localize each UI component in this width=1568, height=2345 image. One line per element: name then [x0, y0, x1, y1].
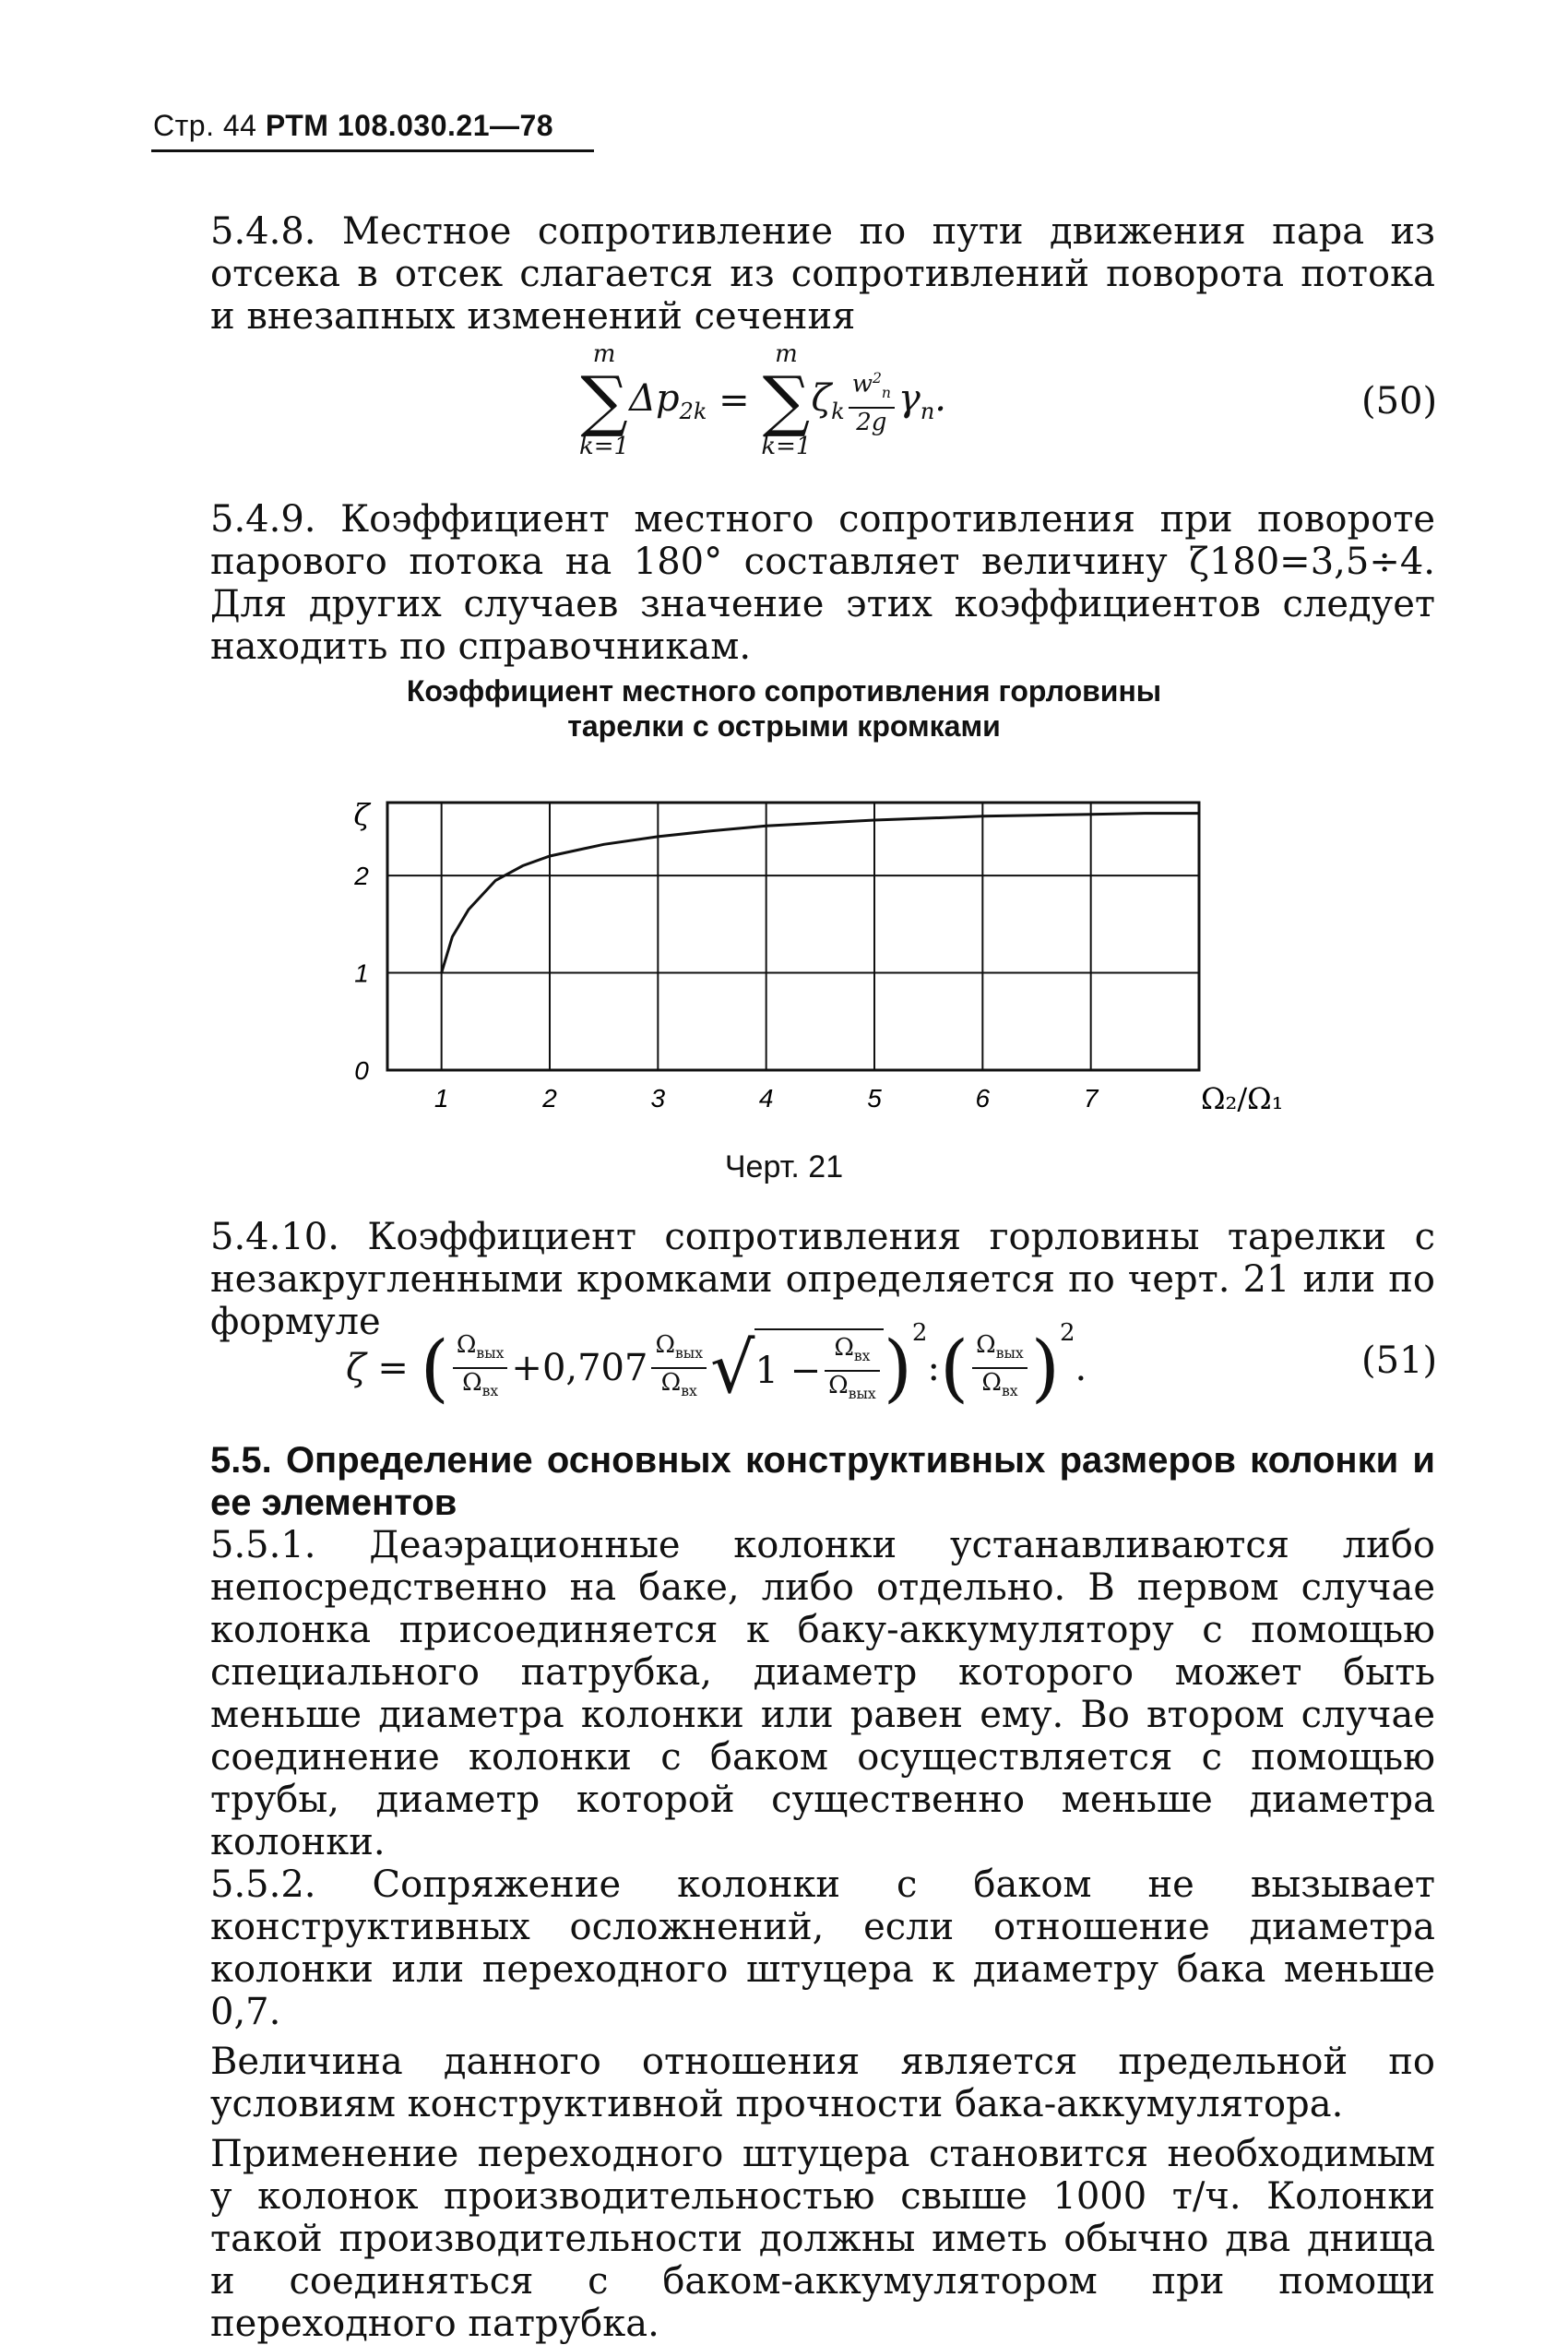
- omega-symbol: Ω: [462, 1369, 482, 1397]
- x-tick-label: 7: [1084, 1084, 1099, 1113]
- section-5-5: [153, 1439, 1435, 2345]
- omega-symbol: Ω: [834, 1334, 854, 1362]
- velocity-fraction: [849, 364, 895, 436]
- power: 2: [912, 1319, 928, 1347]
- y-tick-label: 2: [353, 862, 369, 890]
- paragraph-5-5-1: [153, 1524, 1435, 1863]
- paragraph-number: 5.4.9.: [210, 498, 316, 541]
- chart-title-line-1: Коэффициент местного сопротивления горловины: [277, 673, 1291, 708]
- one-minus: 1 −: [754, 1350, 821, 1392]
- document-code: РТМ 108.030.21—78: [266, 109, 553, 142]
- sum-sign: ∑: [763, 362, 810, 439]
- power: 2: [1060, 1319, 1075, 1347]
- section-title: Определение основных конструктивных размеров колонки и ее элементов: [210, 1440, 1435, 1523]
- omega-in-index: вх: [854, 1348, 871, 1364]
- paragraph-text: Деаэрационные колонки устанавливаются либо непосредственно на баке, либо отдельно. В первом случае колонка присоединяется к баку-аккумулятору с помощью специального патрубка, диаметр которого может быть меньше диаметра колонки или равен ему. Во втором случае соединение колонки с баком осуществляется с помощью трубы, диаметр которой существенно меньше диаметра колонки.: [210, 1524, 1435, 1863]
- velocity-index: п: [882, 385, 891, 401]
- sum-lower-limit: k=1: [579, 434, 629, 459]
- omega-symbol: Ω: [457, 1331, 477, 1359]
- omega-out-index: вых: [996, 1345, 1024, 1362]
- sqrt-radicand: [754, 1328, 883, 1408]
- x-tick-label: 1: [434, 1084, 449, 1113]
- omega-in-index: вх: [482, 1383, 499, 1399]
- paragraph-5-4-9: [153, 498, 1435, 668]
- paragraph-number: 5.4.10.: [210, 1216, 339, 1258]
- plot-frame: [387, 803, 1199, 1070]
- gamma-index: n: [921, 399, 934, 424]
- page-number: Стр. 44: [153, 109, 256, 142]
- paragraph-text: Сопряжение колонки с баком не вызывает конструктивных осложнений, если отношение диаметра колонки или переходного штуцера к диаметру бака меньше 0,7.: [210, 1863, 1435, 2033]
- omega-out-index: вых: [476, 1345, 504, 1362]
- formula-51: ζ = ( $\frac{\Omega_{вых}}{\Omega_{вх}}$ +0,707 $\frac{\Omega_{вых}}{\Omega_{вх}}$ √1 − $\frac{\Omega_{вх}}{\Omega_{вых}}$ )$^2$:( $\frac{\Omega_{вых}}{\Omega_{вх}}$ )$^2$.: [346, 1319, 1087, 1408]
- paragraph-5-4-8: [153, 210, 1435, 338]
- paragraph-text: Местное сопротивление по пути движения пара из отсека в отсек слагается из сопротивлений поворота потока и внезапных изменений сечения: [210, 210, 1435, 338]
- x-tick-label: 3: [651, 1084, 666, 1113]
- coefficient: +0,707: [511, 1347, 647, 1389]
- page-header: [153, 109, 553, 143]
- omega-in-index: вх: [1002, 1383, 1018, 1399]
- equation-number-51: (51): [1361, 1339, 1437, 1382]
- fraction-in-over-out: [825, 1334, 880, 1408]
- paragraph-text: Коэффициент сопротивления горловины тарелки с незакругленными кромками определяется по черт. 21 или по формуле: [210, 1216, 1435, 1343]
- omega-symbol: Ω: [655, 1331, 675, 1359]
- x-tick-label: 6: [976, 1084, 991, 1113]
- fraction-out-over-in: [972, 1331, 1028, 1405]
- paragraph-adapter: Применение переходного штуцера становится необходимым у колонок производительностью свыше 1000 т/ч. Колонки такой производительности должны иметь обычно два днища и соединяться с баком-аккумулятором при помощи переходного патрубка.: [153, 2133, 1435, 2345]
- omega-out-index: вых: [849, 1386, 876, 1402]
- y-axis-label: ζ: [353, 797, 371, 832]
- division-colon: :: [927, 1347, 939, 1389]
- sum-sign: ∑: [580, 362, 627, 439]
- x-tick-label: 5: [867, 1084, 882, 1113]
- omega-symbol: Ω: [981, 1369, 1002, 1397]
- omega-symbol: Ω: [828, 1372, 849, 1399]
- omega-symbol: Ω: [661, 1369, 682, 1397]
- pressure-drop: Δp: [629, 377, 680, 420]
- omega-symbol: Ω: [976, 1331, 996, 1359]
- fraction-denominator: 2g: [849, 409, 895, 436]
- sum-lower-limit: k=1: [761, 434, 811, 459]
- chart-zeta-vs-area-ratio: [341, 784, 1236, 1135]
- formula-50: m ∑ k=1 $\Delta p_{2k}$ = m ∑ k=1 $\zeta_k$ $\frac{w^2_п}{2g}$ $\gamma_n$.: [579, 341, 946, 459]
- equation-number-50: (50): [1361, 380, 1437, 423]
- velocity-power: 2: [873, 370, 882, 387]
- y-tick-label: 1: [354, 959, 369, 988]
- omega-in-index: вх: [681, 1383, 697, 1399]
- sum-upper-limit: m: [579, 341, 629, 367]
- paragraph-5-5-2: [153, 1863, 1435, 2033]
- zeta-symbol: ζ: [811, 377, 831, 420]
- paragraph-ratio-limit: Величина данного отношения является предельной по условиям конструктивной прочности бака-аккумулятора.: [153, 2041, 1435, 2125]
- curve-zeta: [442, 814, 1199, 973]
- y-tick-label: 0: [354, 1056, 369, 1085]
- pressure-drop-index: 2k: [680, 399, 707, 424]
- sum-upper-limit: m: [761, 341, 811, 367]
- header-rule: [151, 149, 594, 152]
- paragraph-number: 5.4.8.: [210, 210, 316, 253]
- section-heading: [153, 1439, 1435, 1524]
- section-number: 5.5.: [210, 1440, 272, 1481]
- chart-title-line-2: тарелки с острыми кромками: [277, 708, 1291, 744]
- paragraph-number: 5.5.2.: [210, 1863, 316, 1906]
- x-tick-label: 4: [759, 1084, 774, 1113]
- x-axis-label: Ω₂/Ω₁: [1201, 1081, 1284, 1116]
- fraction-out-over-in: [651, 1331, 707, 1405]
- sqrt-sign: √: [710, 1327, 754, 1409]
- gamma-symbol: γ: [898, 377, 921, 420]
- chart-title: [277, 673, 1291, 744]
- zeta-index: k: [831, 399, 845, 424]
- paragraph-text: Коэффициент местного сопротивления при повороте парового потока на 180° составляет величину ζ180=3,5÷4. Для других случаев значение этих коэффициентов следует находить по справочникам.: [210, 498, 1435, 668]
- figure-caption: Черт. 21: [0, 1149, 1568, 1185]
- omega-out-index: вых: [675, 1345, 703, 1362]
- zeta-symbol: ζ: [346, 1347, 366, 1389]
- x-tick-label: 2: [541, 1084, 557, 1113]
- paragraph-number: 5.5.1.: [210, 1524, 316, 1566]
- fraction-out-over-in: [453, 1331, 508, 1405]
- velocity-symbol: w: [852, 371, 873, 399]
